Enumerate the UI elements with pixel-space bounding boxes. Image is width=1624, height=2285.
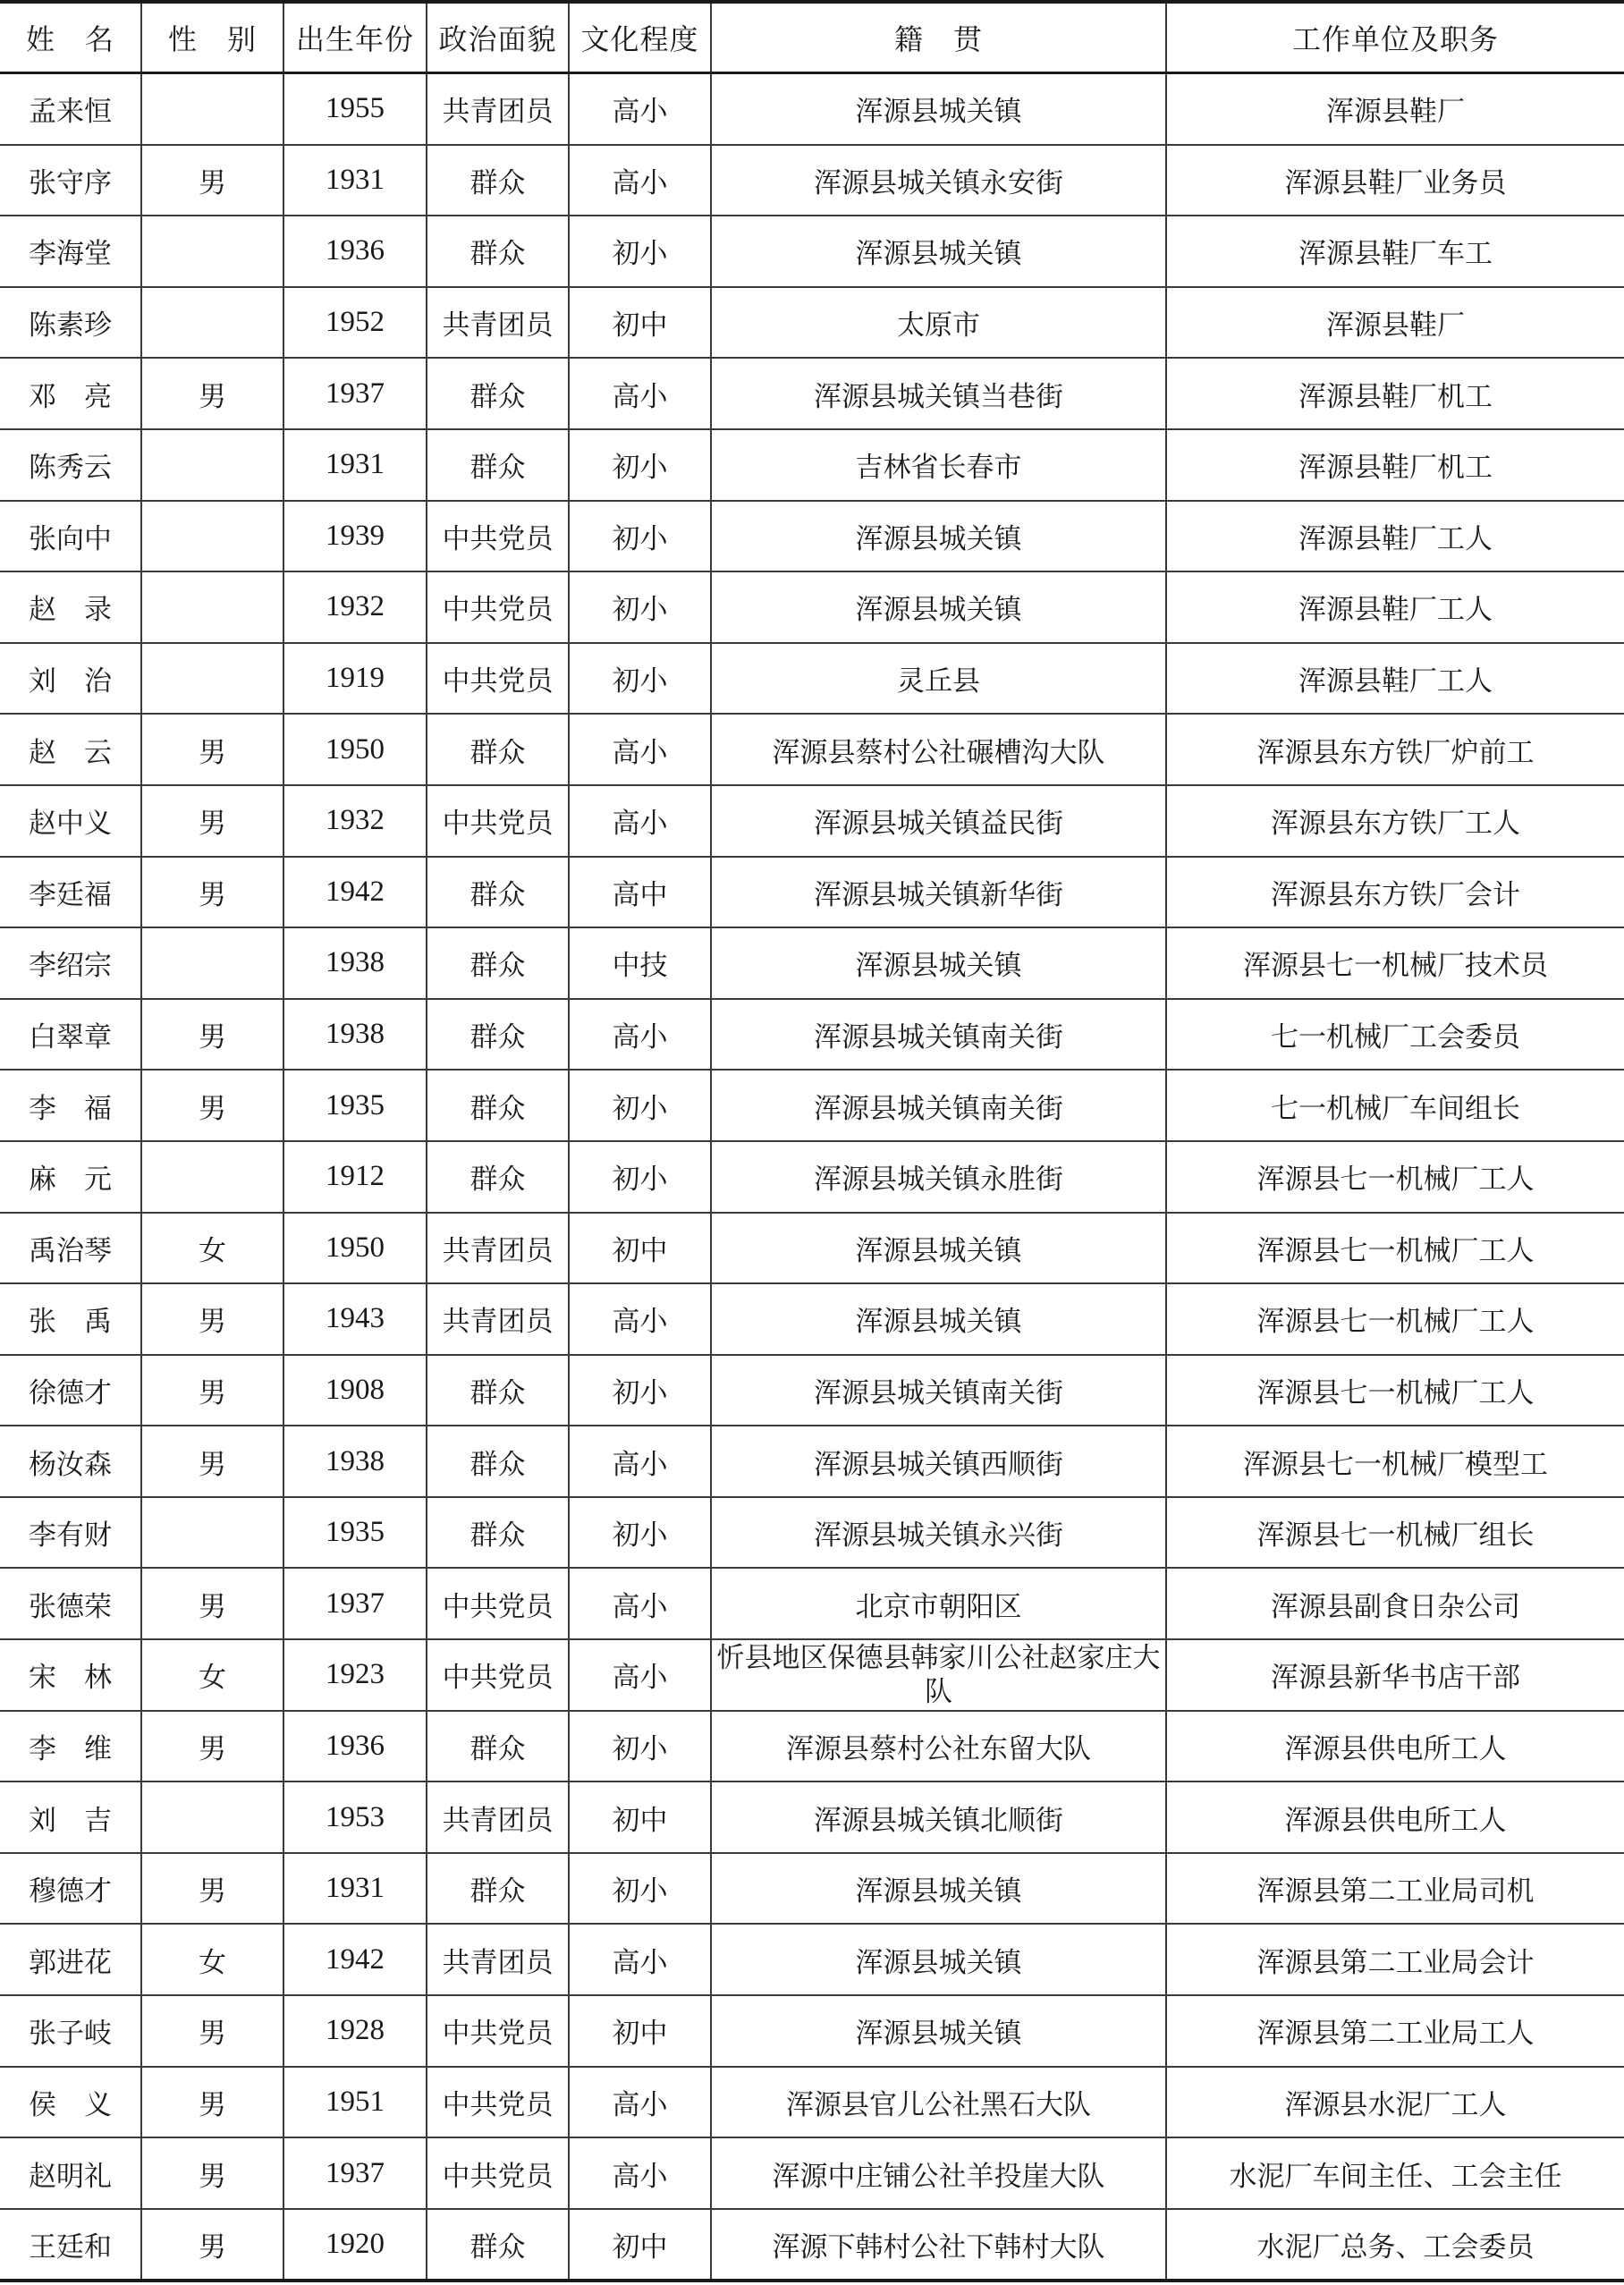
header-native-place: 籍 贯 <box>711 2 1166 73</box>
table-row <box>0 2137 1624 2209</box>
table-row <box>0 287 1624 359</box>
cell-sex <box>141 1497 283 1569</box>
cell-native-place: 浑源县城关镇益民街 <box>711 785 1166 857</box>
cell-name: 李 维 <box>0 1711 141 1782</box>
cell-education: 初中 <box>569 1995 711 2067</box>
cell-workplace-position: 浑源县鞋厂工人 <box>1166 501 1624 572</box>
cell-birth-year: 1937 <box>283 1568 427 1639</box>
cell-birth-year: 1919 <box>283 643 427 715</box>
cell-birth-year: 1950 <box>283 714 427 785</box>
table-row <box>0 73 1624 145</box>
table-row <box>0 1426 1624 1497</box>
table-row <box>0 1070 1624 1141</box>
header-name: 姓 名 <box>0 2 141 73</box>
cell-political-status: 共青团员 <box>427 1283 569 1355</box>
cell-workplace-position: 浑源县七一机械厂工人 <box>1166 1355 1624 1426</box>
cell-education: 高小 <box>569 2067 711 2138</box>
cell-political-status: 群众 <box>427 999 569 1071</box>
cell-political-status: 群众 <box>427 216 569 287</box>
cell-education: 高小 <box>569 2137 711 2209</box>
cell-birth-year: 1942 <box>283 1924 427 1995</box>
cell-political-status: 群众 <box>427 1853 569 1925</box>
cell-name: 赵 录 <box>0 571 141 643</box>
table-row <box>0 1283 1624 1355</box>
cell-sex: 男 <box>141 1568 283 1639</box>
cell-sex: 男 <box>141 1995 283 2067</box>
cell-education: 初中 <box>569 287 711 359</box>
cell-political-status: 群众 <box>427 1497 569 1569</box>
cell-name: 赵 云 <box>0 714 141 785</box>
cell-education: 初小 <box>569 571 711 643</box>
cell-birth-year: 1931 <box>283 145 427 216</box>
cell-workplace-position: 浑源县鞋厂 <box>1166 73 1624 145</box>
cell-political-status: 共青团员 <box>427 73 569 145</box>
table-row <box>0 2067 1624 2138</box>
cell-sex <box>141 1141 283 1213</box>
cell-sex: 男 <box>141 714 283 785</box>
cell-name: 张守序 <box>0 145 141 216</box>
cell-political-status: 共青团员 <box>427 1924 569 1995</box>
cell-workplace-position: 浑源县鞋厂工人 <box>1166 571 1624 643</box>
cell-workplace-position: 浑源县鞋厂机工 <box>1166 358 1624 429</box>
cell-native-place: 浑源县城关镇永安街 <box>711 145 1166 216</box>
cell-birth-year: 1912 <box>283 1141 427 1213</box>
cell-native-place: 浑源县城关镇 <box>711 1283 1166 1355</box>
cell-education: 高小 <box>569 1426 711 1497</box>
cell-workplace-position: 水泥厂总务、工会委员 <box>1166 2209 1624 2281</box>
table-row <box>0 1853 1624 1925</box>
cell-birth-year: 1938 <box>283 1426 427 1497</box>
cell-political-status: 群众 <box>427 1426 569 1497</box>
cell-name: 宋 林 <box>0 1639 141 1711</box>
cell-name: 李 福 <box>0 1070 141 1141</box>
cell-sex: 男 <box>141 1070 283 1141</box>
cell-workplace-position: 浑源县七一机械厂模型工 <box>1166 1426 1624 1497</box>
cell-name: 李廷福 <box>0 857 141 928</box>
cell-name: 赵明礼 <box>0 2137 141 2209</box>
cell-workplace-position: 浑源县鞋厂车工 <box>1166 216 1624 287</box>
cell-sex <box>141 927 283 999</box>
table-row <box>0 1141 1624 1213</box>
cell-name: 刘 治 <box>0 643 141 715</box>
table-row <box>0 1497 1624 1569</box>
table-body <box>0 73 1624 2281</box>
cell-name: 邓 亮 <box>0 358 141 429</box>
header-row <box>0 2 1624 73</box>
cell-workplace-position: 浑源县鞋厂 <box>1166 287 1624 359</box>
cell-name: 张子岐 <box>0 1995 141 2067</box>
cell-native-place: 浑源县城关镇新华街 <box>711 857 1166 928</box>
cell-political-status: 中共党员 <box>427 2137 569 2209</box>
table-row <box>0 857 1624 928</box>
cell-political-status: 群众 <box>427 145 569 216</box>
cell-education: 初小 <box>569 1497 711 1569</box>
cell-sex: 女 <box>141 1213 283 1284</box>
cell-education: 高中 <box>569 857 711 928</box>
cell-education: 高小 <box>569 145 711 216</box>
table-row <box>0 1924 1624 1995</box>
cell-native-place: 北京市朝阳区 <box>711 1568 1166 1639</box>
cell-sex: 男 <box>141 1711 283 1782</box>
cell-native-place: 浑源县城关镇永兴街 <box>711 1497 1166 1569</box>
cell-sex <box>141 571 283 643</box>
cell-education: 高小 <box>569 1924 711 1995</box>
cell-native-place: 浑源县城关镇南关街 <box>711 999 1166 1071</box>
cell-sex: 男 <box>141 857 283 928</box>
cell-birth-year: 1931 <box>283 429 427 501</box>
cell-birth-year: 1937 <box>283 2137 427 2209</box>
cell-sex: 男 <box>141 1853 283 1925</box>
cell-birth-year: 1939 <box>283 501 427 572</box>
cell-political-status: 群众 <box>427 1070 569 1141</box>
cell-birth-year: 1952 <box>283 287 427 359</box>
cell-name: 赵中义 <box>0 785 141 857</box>
cell-political-status: 中共党员 <box>427 785 569 857</box>
cell-name: 李海堂 <box>0 216 141 287</box>
cell-political-status: 群众 <box>427 1711 569 1782</box>
table-row <box>0 1781 1624 1853</box>
cell-sex <box>141 643 283 715</box>
cell-name: 郭进花 <box>0 1924 141 1995</box>
table-row <box>0 785 1624 857</box>
cell-workplace-position: 浑源县第二工业局会计 <box>1166 1924 1624 1995</box>
cell-native-place: 浑源县城关镇南关街 <box>711 1355 1166 1426</box>
table-row <box>0 2209 1624 2281</box>
cell-birth-year: 1935 <box>283 1070 427 1141</box>
cell-name: 麻 元 <box>0 1141 141 1213</box>
cell-birth-year: 1937 <box>283 358 427 429</box>
cell-sex: 男 <box>141 145 283 216</box>
cell-native-place: 灵丘县 <box>711 643 1166 715</box>
cell-workplace-position: 浑源县水泥厂工人 <box>1166 2067 1624 2138</box>
cell-workplace-position: 浑源县东方铁厂炉前工 <box>1166 714 1624 785</box>
cell-native-place: 浑源县城关镇 <box>711 1853 1166 1925</box>
cell-birth-year: 1942 <box>283 857 427 928</box>
cell-native-place: 浑源县城关镇北顺街 <box>711 1781 1166 1853</box>
cell-education: 初小 <box>569 1355 711 1426</box>
cell-education: 高小 <box>569 785 711 857</box>
cell-workplace-position: 浑源县第二工业局工人 <box>1166 1995 1624 2067</box>
cell-education: 高小 <box>569 714 711 785</box>
cell-education: 初小 <box>569 1070 711 1141</box>
header-education: 文化程度 <box>569 2 711 73</box>
cell-name: 李绍宗 <box>0 927 141 999</box>
cell-birth-year: 1953 <box>283 1781 427 1853</box>
cell-name: 禹治琴 <box>0 1213 141 1284</box>
cell-sex: 女 <box>141 1639 283 1711</box>
cell-political-status: 共青团员 <box>427 1781 569 1853</box>
cell-political-status: 群众 <box>427 927 569 999</box>
cell-sex: 男 <box>141 2137 283 2209</box>
cell-education: 高小 <box>569 358 711 429</box>
cell-sex: 男 <box>141 785 283 857</box>
cell-education: 初小 <box>569 429 711 501</box>
cell-education: 初中 <box>569 1781 711 1853</box>
table-row <box>0 358 1624 429</box>
cell-name: 杨汝森 <box>0 1426 141 1497</box>
cell-native-place: 浑源县城关镇当巷街 <box>711 358 1166 429</box>
cell-education: 初小 <box>569 1853 711 1925</box>
cell-workplace-position: 浑源县第二工业局司机 <box>1166 1853 1624 1925</box>
cell-political-status: 共青团员 <box>427 1213 569 1284</box>
cell-education: 初小 <box>569 1141 711 1213</box>
cell-sex: 男 <box>141 358 283 429</box>
cell-workplace-position: 浑源县七一机械厂组长 <box>1166 1497 1624 1569</box>
cell-name: 孟来恒 <box>0 73 141 145</box>
cell-education: 高小 <box>569 1568 711 1639</box>
cell-native-place: 浑源县城关镇西顺街 <box>711 1426 1166 1497</box>
cell-native-place: 太原市 <box>711 287 1166 359</box>
cell-workplace-position: 浑源县七一机械厂工人 <box>1166 1283 1624 1355</box>
cell-education: 高小 <box>569 1639 711 1711</box>
cell-name: 李有财 <box>0 1497 141 1569</box>
cell-native-place: 浑源县城关镇永胜街 <box>711 1141 1166 1213</box>
header-birth-year: 出生年份 <box>283 2 427 73</box>
cell-name: 白翠章 <box>0 999 141 1071</box>
cell-native-place: 浑源县城关镇 <box>711 216 1166 287</box>
cell-native-place: 浑源县城关镇 <box>711 571 1166 643</box>
cell-political-status: 群众 <box>427 2209 569 2281</box>
cell-native-place: 浑源县城关镇 <box>711 927 1166 999</box>
cell-political-status: 群众 <box>427 857 569 928</box>
cell-sex <box>141 287 283 359</box>
table-row <box>0 643 1624 715</box>
cell-native-place: 浑源县官儿公社黑石大队 <box>711 2067 1166 2138</box>
cell-political-status: 中共党员 <box>427 1568 569 1639</box>
cell-workplace-position: 浑源县鞋厂机工 <box>1166 429 1624 501</box>
cell-native-place: 浑源中庄铺公社羊投崖大队 <box>711 2137 1166 2209</box>
cell-native-place: 浑源下韩村公社下韩村大队 <box>711 2209 1166 2281</box>
cell-political-status: 中共党员 <box>427 2067 569 2138</box>
cell-workplace-position: 浑源县供电所工人 <box>1166 1781 1624 1853</box>
table-row <box>0 1213 1624 1284</box>
cell-native-place: 浑源县城关镇 <box>711 1213 1166 1284</box>
cell-birth-year: 1938 <box>283 927 427 999</box>
cell-sex: 男 <box>141 1426 283 1497</box>
cell-name: 侯 义 <box>0 2067 141 2138</box>
cell-name: 穆德才 <box>0 1853 141 1925</box>
cell-political-status: 群众 <box>427 1141 569 1213</box>
table-row <box>0 429 1624 501</box>
cell-sex: 男 <box>141 1355 283 1426</box>
cell-name: 张德荣 <box>0 1568 141 1639</box>
cell-native-place: 吉林省长春市 <box>711 429 1166 501</box>
cell-workplace-position: 浑源县鞋厂业务员 <box>1166 145 1624 216</box>
cell-workplace-position: 七一机械厂工会委员 <box>1166 999 1624 1071</box>
cell-workplace-position: 浑源县鞋厂工人 <box>1166 643 1624 715</box>
cell-sex: 男 <box>141 1283 283 1355</box>
cell-political-status: 中共党员 <box>427 643 569 715</box>
table-row <box>0 145 1624 216</box>
cell-native-place: 忻县地区保德县韩家川公社赵家庄大队 <box>711 1639 1166 1711</box>
cell-native-place: 浑源县城关镇 <box>711 73 1166 145</box>
cell-native-place: 浑源县蔡村公社碾槽沟大队 <box>711 714 1166 785</box>
cell-name: 陈素珍 <box>0 287 141 359</box>
table-row <box>0 927 1624 999</box>
cell-name: 陈秀云 <box>0 429 141 501</box>
cell-education: 高小 <box>569 73 711 145</box>
cell-sex <box>141 1781 283 1853</box>
cell-birth-year: 1920 <box>283 2209 427 2281</box>
cell-birth-year: 1928 <box>283 1995 427 2067</box>
cell-native-place: 浑源县城关镇 <box>711 1995 1166 2067</box>
cell-birth-year: 1936 <box>283 216 427 287</box>
cell-education: 初中 <box>569 1213 711 1284</box>
cell-native-place: 浑源县城关镇 <box>711 1924 1166 1995</box>
cell-birth-year: 1923 <box>283 1639 427 1711</box>
table-row <box>0 1711 1624 1782</box>
cell-sex: 男 <box>141 2067 283 2138</box>
cell-workplace-position: 浑源县供电所工人 <box>1166 1711 1624 1782</box>
table-row <box>0 1639 1624 1711</box>
cell-native-place: 浑源县城关镇 <box>711 501 1166 572</box>
cell-sex: 女 <box>141 1924 283 1995</box>
cell-workplace-position: 水泥厂车间主任、工会主任 <box>1166 2137 1624 2209</box>
table-row <box>0 216 1624 287</box>
cell-political-status: 中共党员 <box>427 1639 569 1711</box>
cell-name: 王廷和 <box>0 2209 141 2281</box>
cell-political-status: 群众 <box>427 429 569 501</box>
cell-native-place: 浑源县蔡村公社东留大队 <box>711 1711 1166 1782</box>
table-row <box>0 999 1624 1071</box>
cell-sex: 男 <box>141 999 283 1071</box>
cell-birth-year: 1932 <box>283 785 427 857</box>
cell-workplace-position: 七一机械厂车间组长 <box>1166 1070 1624 1141</box>
cell-name: 刘 吉 <box>0 1781 141 1853</box>
cell-name: 张 禹 <box>0 1283 141 1355</box>
cell-education: 初小 <box>569 501 711 572</box>
table-row <box>0 571 1624 643</box>
cell-birth-year: 1955 <box>283 73 427 145</box>
cell-political-status: 群众 <box>427 714 569 785</box>
cell-sex: 男 <box>141 2209 283 2281</box>
cell-workplace-position: 浑源县副食日杂公司 <box>1166 1568 1624 1639</box>
table-row <box>0 714 1624 785</box>
cell-name: 徐德才 <box>0 1355 141 1426</box>
header-sex: 性 别 <box>141 2 283 73</box>
cell-workplace-position: 浑源县东方铁厂工人 <box>1166 785 1624 857</box>
cell-birth-year: 1943 <box>283 1283 427 1355</box>
cell-education: 高小 <box>569 1283 711 1355</box>
cell-education: 初小 <box>569 1711 711 1782</box>
cell-birth-year: 1935 <box>283 1497 427 1569</box>
cell-political-status: 群众 <box>427 358 569 429</box>
cell-political-status: 共青团员 <box>427 287 569 359</box>
cell-sex <box>141 501 283 572</box>
cell-political-status: 中共党员 <box>427 501 569 572</box>
table-header <box>0 2 1624 73</box>
cell-birth-year: 1936 <box>283 1711 427 1782</box>
cell-workplace-position: 浑源县七一机械厂技术员 <box>1166 927 1624 999</box>
table-row <box>0 1355 1624 1426</box>
cell-political-status: 中共党员 <box>427 1995 569 2067</box>
cell-political-status: 中共党员 <box>427 571 569 643</box>
cell-education: 中技 <box>569 927 711 999</box>
cell-education: 初小 <box>569 216 711 287</box>
table-row <box>0 1568 1624 1639</box>
cell-birth-year: 1951 <box>283 2067 427 2138</box>
cell-sex <box>141 216 283 287</box>
cell-education: 高小 <box>569 999 711 1071</box>
cell-birth-year: 1932 <box>283 571 427 643</box>
cell-workplace-position: 浑源县东方铁厂会计 <box>1166 857 1624 928</box>
table-row <box>0 1995 1624 2067</box>
cell-birth-year: 1931 <box>283 1853 427 1925</box>
cell-native-place: 浑源县城关镇南关街 <box>711 1070 1166 1141</box>
cell-birth-year: 1908 <box>283 1355 427 1426</box>
cell-education: 初小 <box>569 643 711 715</box>
cell-sex <box>141 429 283 501</box>
cell-workplace-position: 浑源县七一机械厂工人 <box>1166 1213 1624 1284</box>
cell-workplace-position: 浑源县七一机械厂工人 <box>1166 1141 1624 1213</box>
table-row <box>0 501 1624 572</box>
cell-education: 初中 <box>569 2209 711 2281</box>
cell-sex <box>141 73 283 145</box>
header-political-status: 政治面貌 <box>427 2 569 73</box>
cell-political-status: 群众 <box>427 1355 569 1426</box>
cell-birth-year: 1938 <box>283 999 427 1071</box>
cell-workplace-position: 浑源县新华书店干部 <box>1166 1639 1624 1711</box>
header-workplace-position: 工作单位及职务 <box>1166 2 1624 73</box>
cell-birth-year: 1950 <box>283 1213 427 1284</box>
cell-name: 张向中 <box>0 501 141 572</box>
